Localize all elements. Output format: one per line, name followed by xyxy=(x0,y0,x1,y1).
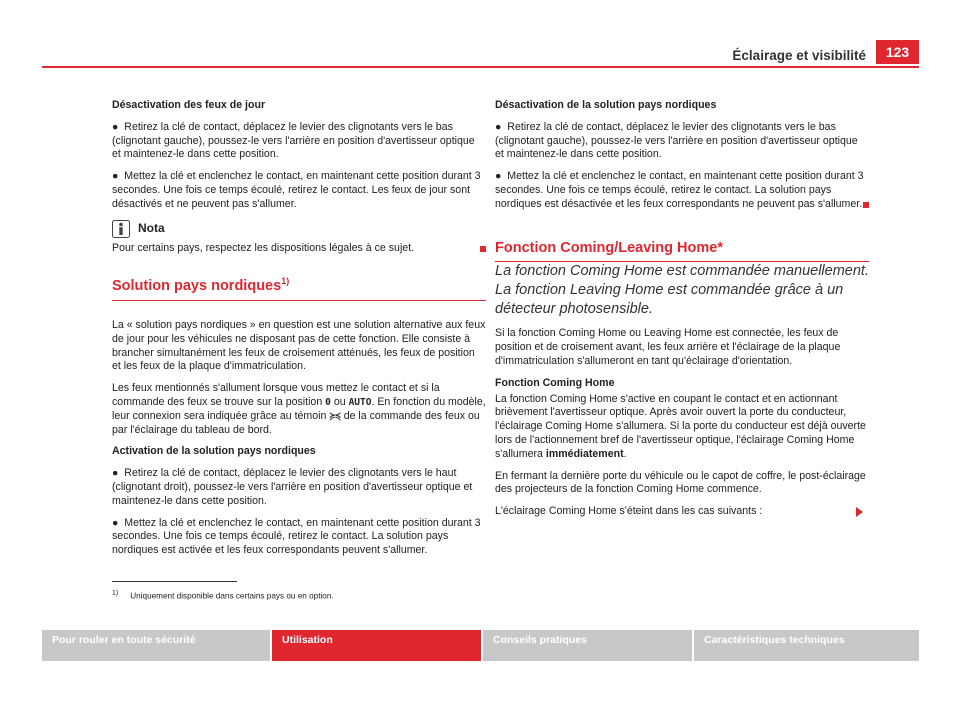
section-title: Fonction Coming/Leaving Home* xyxy=(495,242,869,263)
bullet-text: Mettez la clé et enclenchez le contact, en maintenant cette position durant 3 secondes. Une fois ce temps écoulé, retirez le contact. Les feux de jour sont désactivés et ne peuvent pas s'allumer. xyxy=(112,170,481,210)
text: L'éclairage Coming Home s'éteint dans les cas suivants : xyxy=(495,505,763,518)
info-icon xyxy=(112,220,130,238)
continue-arrow-icon xyxy=(856,507,863,517)
lights-indicator-icon: ≽≼ xyxy=(329,410,341,422)
text: . En fonction du modèle, leur connexion sera indiquée grâce au témoin xyxy=(112,395,486,422)
bullet-text: Retirez la clé de contact, déplacez le levier des clignotants vers le haut (clignotant droit), poussez-le vers l'arrière en position d'avertisseur optique et maintenez-le dans cette position. xyxy=(112,467,473,507)
right-column xyxy=(495,99,869,527)
paragraph xyxy=(495,505,869,519)
tab-technical[interactable]: Caractéristiques techniques xyxy=(694,630,919,661)
auto-symbol: AUTO xyxy=(348,396,372,408)
paragraph xyxy=(112,382,486,437)
text: . xyxy=(623,447,627,460)
bullet-text: Retirez la clé de contact, déplacez le levier des clignotants vers le bas (clignotant gauche), poussez-le vers l'arrière en position d'avertisseur optique et maintenez-le dans cette position. xyxy=(495,120,858,161)
left-column xyxy=(112,99,486,566)
list-item: ● Mettez la clé et enclenchez le contact, en maintenant cette position durant 3 secondes. Une fois ce temps écoulé, retirez le contact. Les feux de jour sont désactivés et ne peuvent pas s'allumer. xyxy=(112,170,481,210)
footnote-mark: 1) xyxy=(112,590,119,597)
nota-label: Nota xyxy=(138,220,165,235)
tab-operation[interactable]: Utilisation xyxy=(272,630,481,661)
text: de la commande des feux ou par l'éclairage du tableau de bord. xyxy=(112,409,480,436)
paragraph: La « solution pays nordiques » en question est une solution alternative aux feux de jour pour les véhicules ne disposant pas de cette fonction. Elle consiste à brancher simultanément les feux de croisement atténués, les feux de position et les feux de la plaque d'immatriculation. xyxy=(112,319,486,373)
paragraph: En fermant la dernière porte du véhicule ou le capot de coffre, le post-éclairage des projecteurs de la fonction Coming Home commence. xyxy=(495,469,866,496)
running-header-title: Éclairage et visibilité xyxy=(732,48,866,63)
nota-text-content: Pour certains pays, respectez les dispositions légales à ce sujet. xyxy=(112,241,415,254)
bullet-text: Retirez la clé de contact, déplacez le levier des clignotants vers le bas (clignotant gauche), poussez-le vers l'arrière en position d'avertisseur optique et maintenez-le dans cette position. xyxy=(112,120,475,161)
list-item: ● Mettez la clé et enclenchez le contact, en maintenant cette position durant 3 secondes. Une fois ce temps écoulé, retirez le contact. La solution pays nordiques est activée et les feux correspondants peuvent s'allumer. xyxy=(112,516,481,557)
text: Les feux mentionnés s'allument lorsque vous mettez le contact et si la commande des feux se trouve sur la position xyxy=(112,382,440,408)
footnote-text: Uniquement disponible dans certains pays ou en option. xyxy=(130,591,334,601)
page-number: 123 xyxy=(876,40,919,64)
section-title xyxy=(112,275,486,301)
text: ou xyxy=(330,395,349,408)
footnote-rule xyxy=(112,581,237,582)
emphasis: immédiatement xyxy=(545,447,624,460)
text: La fonction Coming Home s'active en coupant le contact et en actionnant brièvement l'avertisseur optique. Après avoir ouvert la porte du conducteur, l'éclairage Coming Home s'allumera. Si la porte du conducteur est déjà ouverte lors de l'actionnement bref de l'avertisseur optique, l'éclairage Coming Home s'allumera xyxy=(495,392,866,460)
end-marker xyxy=(480,246,486,252)
bullet-text: Mettez la clé et enclenchez le contact, en maintenant cette position durant 3 secondes. Une fois ce temps écoulé, retirez le contact. La solution pays nordiques est activée et les feux correspondants peuvent s'allumer. xyxy=(112,516,481,557)
list-item: ● Mettez la clé et enclenchez le contact, en maintenant cette position durant 3 secondes. Une fois ce temps écoulé, retirez le contact. La solution pays nordiques est désactivée et les feux correspondants ne peuvent pas s'allumer. xyxy=(495,170,869,211)
deactivation-heading: Désactivation de la solution pays nordiques xyxy=(495,99,717,111)
list-item: ● Retirez la clé de contact, déplacez le levier des clignotants vers le bas (clignotant gauche), poussez-le vers l'arrière en position d'avertisseur optique et maintenez-le dans cette position. xyxy=(112,120,475,161)
activation-heading: Activation de la solution pays nordiques xyxy=(112,445,316,458)
nota-block xyxy=(112,220,486,238)
deactivation-heading: Désactivation des feux de jour xyxy=(112,99,266,111)
footnote xyxy=(112,590,334,601)
tab-safety[interactable]: Pour rouler en toute sécurité xyxy=(42,630,270,661)
coming-home-heading: Fonction Coming Home xyxy=(495,376,615,389)
footnote-ref: 1) xyxy=(281,276,290,287)
paragraph: Si la fonction Coming Home ou Leaving Home est connectée, les feux de position et de croisement avant, les feux arrière et l'éclairage de la plaque d'immatriculation s'allumeront en tant qu'éclairage d'orientation. xyxy=(495,327,841,367)
paragraph xyxy=(495,393,869,462)
end-marker xyxy=(863,202,869,208)
list-item: ● Retirez la clé de contact, déplacez le levier des clignotants vers le bas (clignotant gauche), poussez-le vers l'arrière en position d'avertisseur optique et maintenez-le dans cette position. xyxy=(495,120,858,161)
position-0-symbol: 0 xyxy=(325,396,331,408)
chapter-tabs xyxy=(42,630,919,661)
intro-paragraph: La fonction Coming Home est commandée manuellement. La fonction Leaving Home est commandée grâce à un détecteur photosensible. xyxy=(495,263,869,318)
tab-tips[interactable]: Conseils pratiques xyxy=(483,630,692,661)
nota-text xyxy=(112,242,486,256)
bullet-text: Mettez la clé et enclenchez le contact, en maintenant cette position durant 3 secondes. Une fois ce temps écoulé, retirez le contact. La solution pays nordiques est désactivée et les feux correspondants ne peuvent pas s'allumer. xyxy=(495,170,864,210)
header-rule xyxy=(42,66,919,68)
section-title-text: Solution pays nordiques xyxy=(112,278,282,295)
list-item: ● Retirez la clé de contact, déplacez le levier des clignotants vers le haut (clignotant droit), poussez-le vers l'arrière en position d'avertisseur optique et maintenez-le dans cette position. xyxy=(112,467,473,507)
